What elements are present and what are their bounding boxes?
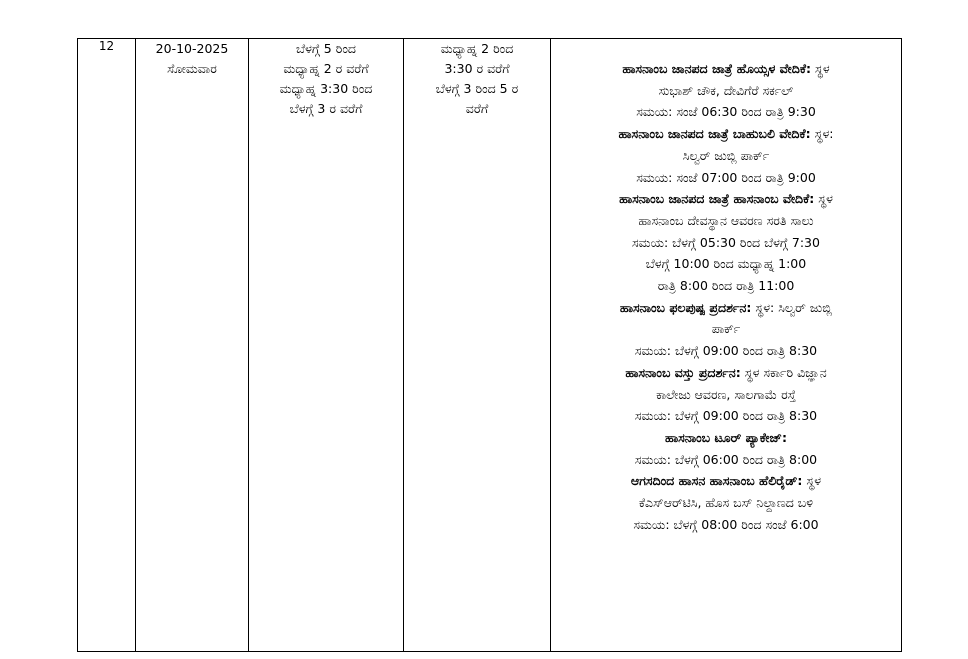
event-detail-line: ಸಮಯ: ಸಂಜೆ 06:30 ರಿಂದ ರಾತ್ರಿ 9:30 bbox=[636, 104, 816, 120]
schedule-table bbox=[77, 38, 902, 652]
event-detail-line: ಸಮಯ: ಬೆಳಗ್ಗೆ 09:00 ರಿಂದ ರಾತ್ರಿ 8:30 bbox=[634, 408, 818, 424]
event-detail-line: ಸುಭಾಶ್ ಚೌಕ, ದೇವಿಗೆರೆ ಸರ್ಕಲ್ bbox=[658, 82, 794, 98]
timing-line: ಬೆಳಗ್ಗೆ 3 ರಿಂದ 5 ರ bbox=[435, 81, 519, 96]
closed-timings-cell bbox=[404, 39, 551, 652]
event-detail-line: ಸಮಯ: ಬೆಳಗ್ಗೆ 05:30 ರಿಂದ ಬೆಳಗ್ಗೆ 7:30 bbox=[632, 234, 820, 250]
event-detail-line: ಸಮಯ: ಸಂಜೆ 07:00 ರಿಂದ ರಾತ್ರಿ 9:00 bbox=[636, 169, 816, 185]
event-item bbox=[551, 470, 901, 535]
event-title: ಹಾಸನಾಂಬ ಫಲಪುಷ್ಪ ಪ್ರದರ್ಶನ: bbox=[619, 299, 752, 315]
timing-line: ಮಧ್ಯಾಹ್ನ 2 ರ ವರೆಗೆ bbox=[283, 61, 369, 76]
date-cell bbox=[136, 39, 249, 652]
event-venue-label: ಸ್ಥಳ bbox=[802, 473, 822, 489]
event-item bbox=[551, 188, 901, 297]
events-cell bbox=[551, 39, 902, 652]
event-heading bbox=[551, 470, 901, 492]
event-heading bbox=[551, 427, 901, 449]
weekday-text: ಸೋಮವಾರ bbox=[167, 61, 217, 76]
serial-number-cell bbox=[78, 39, 136, 652]
event-venue-label: ಸ್ಥಳ bbox=[810, 61, 830, 76]
event-heading bbox=[551, 58, 901, 80]
event-venue-label: ಸ್ಥಳ: ಸಿಲ್ವರ್ ಜುಬ್ಲಿ bbox=[751, 299, 833, 315]
table-row bbox=[78, 39, 902, 652]
event-detail-line: ಹಾಸನಾಂಬ ದೇವಸ್ಥಾನ ಆವರಣ ಸರತಿ ಸಾಲು bbox=[638, 212, 814, 228]
event-heading bbox=[551, 123, 901, 145]
event-detail-line: ಸಿಲ್ವರ್ ಜುಬ್ಲಿ ಪಾರ್ಕ್ bbox=[682, 147, 770, 163]
event-venue-label: ಸ್ಥಳ: bbox=[810, 126, 834, 142]
event-detail-line: ರಾತ್ರಿ 8:00 ರಿಂದ ರಾತ್ರಿ 11:00 bbox=[657, 278, 795, 294]
event-list bbox=[551, 39, 901, 535]
event-title: ಹಾಸನಾಂಬ ವಸ್ತು ಪ್ರದರ್ಶನ: bbox=[625, 364, 741, 380]
timing-line: ಮಧ್ಯಾಹ್ನ 2 ರಿಂದ bbox=[440, 41, 514, 56]
event-detail-line: ಕೆಎಸ್‌ಆರ್‌ಟಿಸಿ, ಹೊಸ ಬಸ್ ನಿಲ್ದಾಣದ ಬಳಿ bbox=[638, 495, 814, 511]
event-detail-line: ಸಮಯ: ಬೆಳಗ್ಗೆ 09:00 ರಿಂದ ರಾತ್ರಿ 8:30 bbox=[634, 343, 818, 359]
event-title: ಹಾಸನಾಂಬ ಜಾನಪದ ಜಾತ್ರೆ ಬಾಹುಬಲಿ ವೇದಿಕೆ: bbox=[618, 126, 811, 142]
event-item bbox=[551, 297, 901, 362]
event-title: ಆಗಸದಿಂದ ಹಾಸನ ಹಾಸನಾಂಬ ಹೆಲಿರೈಡ್: bbox=[630, 473, 803, 489]
event-title: ಹಾಸನಾಂಬ ಜಾನಪದ ಜಾತ್ರೆ ಹೊಯ್ಸಳ ವೇದಿಕೆ: bbox=[622, 61, 811, 76]
event-detail-line: ಸಮಯ: ಬೆಳಗ್ಗೆ 08:00 ರಿಂದ ಸಂಜೆ 6:00 bbox=[633, 516, 819, 532]
timing-line: ಬೆಳಗ್ಗೆ 3 ರ ವರೆಗೆ bbox=[289, 101, 363, 116]
event-title: ಹಾಸನಾಂಬ ಟೂರ್ ಪ್ಯಾಕೇಜ್: bbox=[665, 429, 787, 445]
event-venue-label: ಸ್ಥಳ ಸರ್ಕಾರಿ ವಿಜ್ಞಾನ bbox=[740, 364, 827, 380]
event-heading bbox=[551, 188, 901, 210]
open-timings-cell bbox=[249, 39, 404, 652]
event-heading bbox=[551, 297, 901, 319]
event-detail-line: ಸಮಯ: ಬೆಳಗ್ಗೆ 06:00 ರಿಂದ ರಾತ್ರಿ 8:00 bbox=[634, 451, 818, 467]
event-venue-label: ಸ್ಥಳ bbox=[814, 191, 833, 207]
event-item bbox=[551, 362, 901, 427]
event-title: ಹಾಸನಾಂಬ ಜಾನಪದ ಜಾತ್ರೆ ಹಾಸನಾಂಬ ವೇದಿಕೆ: bbox=[619, 191, 815, 207]
event-detail-line: ಪಾರ್ಕ್ bbox=[711, 321, 741, 337]
serial-number: 12 bbox=[98, 39, 115, 53]
event-item bbox=[551, 427, 901, 470]
event-detail-line: ಬೆಳಗ್ಗೆ 10:00 ರಿಂದ ಮಧ್ಯಾಹ್ನ 1:00 bbox=[645, 256, 807, 272]
timing-line: 3:30 ರ ವರೆಗೆ bbox=[444, 61, 510, 76]
event-item bbox=[551, 58, 901, 123]
timing-line: ಮಧ್ಯಾಹ್ನ 3:30 ರಿಂದ bbox=[279, 81, 373, 96]
timing-line: ವರೆಗೆ bbox=[465, 101, 489, 116]
date-text: 20-10-2025 bbox=[155, 41, 229, 56]
event-detail-line: ಕಾಲೇಜು ಆವರಣ, ಸಾಲಗಾಮೆ ರಸ್ತೆ bbox=[656, 386, 796, 402]
timing-line: ಬೆಳಗ್ಗೆ 5 ರಿಂದ bbox=[296, 41, 356, 56]
event-heading bbox=[551, 362, 901, 384]
event-item bbox=[551, 123, 901, 188]
